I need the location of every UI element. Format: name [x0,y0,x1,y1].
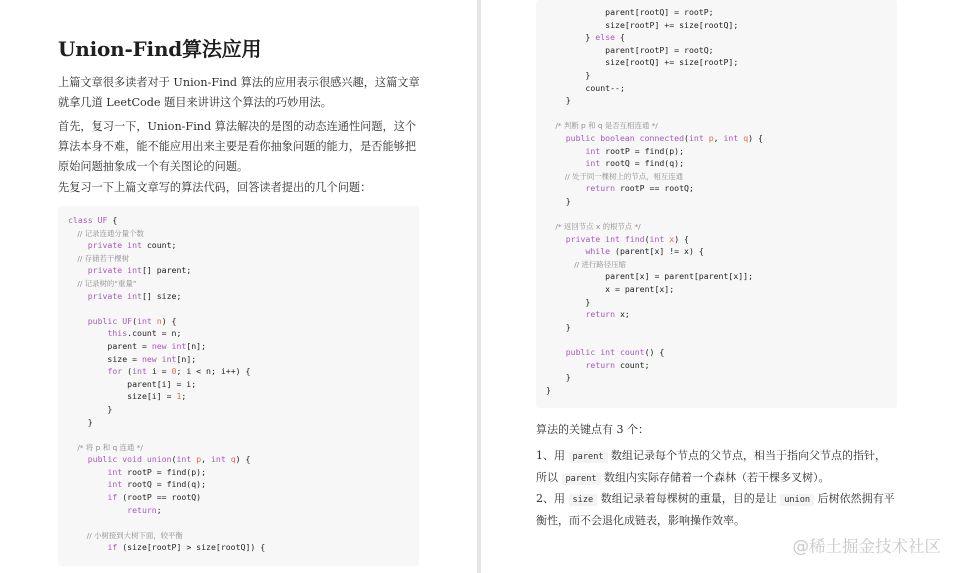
code-token: } [546,384,551,395]
code-token: count; [146,240,177,251]
code-token: n [156,315,162,326]
code-token: } [68,403,113,414]
inline-code-parent: parent [562,473,601,485]
code-token: // 记录连通分量个数 [68,228,144,238]
code-token: int [171,340,187,351]
code-line [546,145,763,158]
code-token: int [127,265,142,276]
code-token: else [595,32,620,43]
code-line [546,371,763,384]
code-token: x; [619,309,630,320]
code-token: } [68,416,93,427]
code-token: rootQ = find(q); [127,479,207,490]
code-line [546,208,763,221]
code-token: ) { [674,233,689,244]
code-token: q [743,132,749,143]
code-line [68,491,265,504]
code-token: [] parent; [141,265,192,276]
code-token: size = [68,353,142,364]
code-token: ( [127,366,133,377]
code-lines [546,6,763,396]
code-token: int [585,158,606,169]
inline-code-union: union [780,494,814,506]
code-token: new [141,353,162,364]
code-token: ) { [161,315,177,326]
code-token: } [546,95,571,106]
code-token: int [649,233,670,244]
code-line [546,308,763,321]
code-block-right [536,0,897,408]
key-point-2-suffix: 后树依然拥有平衡性，而不会退化成链表，影响操作效率。 [536,492,895,527]
code-token: } [546,296,591,307]
code-line [546,359,763,372]
key-point-1-middle: 数组记录每个节点的父节点，相当于指向父节点的指针，所以 [536,449,887,484]
key-point-2-prefix: 2、用 [536,492,569,505]
code-line [546,82,763,95]
code-token: q [230,454,236,465]
code-token [68,542,107,552]
code-lines [68,214,265,554]
code-token: public [87,315,123,326]
code-token: ( [132,315,138,326]
code-token [68,316,88,326]
code-token: 0 [171,366,177,377]
code-line [68,403,265,416]
code-token: UF [97,215,108,225]
code-line [546,220,763,233]
code-line [68,252,265,265]
code-token: if [107,492,123,503]
code-token: rootP = find(p); [127,466,207,477]
code-token: p [196,454,202,465]
code-line [546,132,763,145]
code-token: i = [151,366,172,377]
code-token [68,479,107,489]
code-token: int [132,366,152,377]
code-token: parent[x] = parent[parent[x]]; [546,271,754,282]
code-line [68,365,265,378]
code-token: .count = n; [127,328,182,339]
code-token: count; [619,359,650,370]
intro-paragraph: 上篇文章很多读者对于 Union-Find 算法的应用表示很感兴趣，这篇文章就拿几道 LeetCode 题目来讲讲这个算法的巧妙用法。 [58,76,420,109]
left-page [0,0,477,573]
code-token: union [146,454,172,465]
code-line [546,182,763,195]
code-token: x = parent[x]; [546,284,675,295]
code-line [68,340,265,353]
code-token: , [713,132,724,143]
code-token: if [107,542,123,553]
inline-code-parent: parent [569,451,608,463]
key-point-2-middle: 数组记录着每棵树的重量，目的是让 [597,492,781,505]
code-line [546,94,763,107]
code-line [546,195,763,208]
code-line [546,69,763,82]
code-line [546,384,763,397]
code-token [68,454,88,464]
code-token: // 小树接到大树下面，较平衡 [68,530,183,540]
code-token: int [688,132,709,143]
code-token: return [585,359,620,370]
code-line [68,214,265,227]
code-token: parent[i] = i; [68,378,197,389]
code-token [546,234,566,244]
code-line [68,327,265,340]
code-token: // 进行路径压缩 [546,259,626,269]
code-token: int [211,454,231,465]
code-token: boolean [600,132,640,143]
code-line [68,302,265,315]
code-token: connected [639,132,685,143]
code-lead-paragraph: 先复习一下上篇文章写的算法代码，回答读者提出的几个问题： [58,181,372,194]
code-token: class [68,215,98,225]
code-line [546,283,763,296]
code-token: int [107,479,128,490]
code-token: int [127,240,147,251]
code-token: public [565,347,601,358]
code-line [546,157,763,170]
code-token: } [546,321,571,332]
code-line [546,119,763,132]
code-token: { [619,32,625,43]
code-token: int [127,290,142,301]
code-token: int [107,466,128,477]
code-token: private [565,233,606,244]
code-line [68,416,265,429]
key-point-1-prefix: 1、用 [536,449,569,462]
code-token [68,328,107,338]
watermark [793,533,942,557]
key-point-1 [536,446,896,489]
code-line [68,428,265,441]
code-token: private [87,290,128,301]
code-token: x [669,233,675,244]
review-paragraph: 首先，复习一下，Union-Find 算法解决的是图的动态连通性问题，这个算法本身不难，能不能应用出来主要是看你抽象问题的能力，是否能够把原始问题抽象成一个有关图论的问题。 [58,120,417,173]
code-line [68,478,265,491]
code-line [68,264,265,277]
code-token [68,240,88,250]
code-line [546,296,763,309]
code-line [68,516,265,529]
code-token [68,467,107,477]
code-line [546,56,763,69]
code-token: int [161,353,177,364]
code-token: parent[rootP] = rootQ; [546,44,714,55]
code-line [546,19,763,32]
code-token: while [585,246,616,257]
code-line [546,258,763,271]
code-line [546,44,763,57]
code-token [546,183,585,193]
code-token [68,505,127,515]
code-token: rootQ = find(q); [605,158,685,169]
code-token: count--; [546,82,625,93]
code-token: // 处于同一棵树上的节点，相互连通 [546,171,683,181]
code-token: , [201,454,211,465]
code-line [68,541,265,554]
code-token: p [708,132,714,143]
code-token: private [87,240,128,251]
code-token: parent[rootQ] = rootP; [546,7,714,17]
code-token: // 存储若干棵树 [68,253,130,263]
code-token: void [122,454,147,465]
code-token: } [546,372,571,383]
code-line [68,529,265,542]
code-token: ) { [235,454,251,465]
code-line [68,239,265,252]
code-token: // 记录树的“重量” [68,278,137,288]
inline-code-size: size [569,494,598,506]
code-line [546,333,763,346]
code-token: size[rootQ] += size[rootP]; [546,57,739,68]
code-line [546,346,763,359]
code-token [546,360,585,370]
code-token: } [546,32,596,43]
key-point-2 [536,489,896,530]
code-line [68,227,265,240]
code-token: find [624,233,645,244]
code-token: public [87,454,123,465]
code-token: /* 将 p 和 q 连通 */ [68,442,143,452]
code-token: parent = [68,340,152,351]
code-token: int [137,315,157,326]
key-point-1-suffix: 数组内实际存储着一个森林（若干棵多叉树）。 [600,470,830,484]
code-token: this [107,328,128,339]
code-token: for [107,366,128,377]
code-token: (parent[x] != x) { [615,246,704,257]
code-line [546,270,763,283]
code-token: public [565,132,601,143]
code-token: private [87,265,128,276]
code-token: int [605,233,625,244]
code-line [68,504,265,517]
code-token: /* 返回节点 x 的根节点 */ [546,222,641,232]
code-line [68,453,265,466]
code-token: return [585,309,620,320]
code-token: } [546,195,571,206]
code-token: return [127,504,157,515]
code-token: ; i < n; i++) { [176,366,251,377]
code-token: { [107,215,118,225]
code-token: rootP == rootQ; [619,183,694,194]
code-line [68,290,265,303]
code-line [546,31,763,44]
code-token: UF [122,315,133,326]
code-token: int [600,347,620,358]
code-token [546,246,585,256]
code-line [68,378,265,391]
code-token: int [585,145,606,156]
code-token: int [176,454,197,465]
code-token: (rootP == rootQ) [122,492,202,503]
code-token: /* 判断 p 和 q 是否互相连通 */ [546,121,658,131]
code-token: size[rootP] += size[rootQ]; [546,19,739,30]
code-token: () { [644,347,665,358]
code-token: ; [181,391,187,402]
code-token: size[i] = [68,391,177,402]
code-token [68,492,107,502]
code-token [68,366,107,376]
code-token [68,291,88,301]
code-token: } [546,69,591,80]
code-line [68,466,265,479]
code-token [546,309,585,319]
code-token: [] size; [141,290,182,301]
code-token: int [723,132,744,143]
code-line [68,353,265,366]
code-token: ( [171,454,177,465]
code-token: ( [684,132,689,143]
code-token: 1 [176,391,182,402]
code-line [546,233,763,246]
code-line [68,277,265,290]
code-line [546,245,763,258]
code-token: rootP = find(p); [605,145,685,156]
code-line [546,170,763,183]
code-token [546,347,566,357]
code-line [68,390,265,403]
code-token: ( [644,233,650,244]
key-points-intro: 算法的关键点有 3 个： [536,423,649,436]
article-title: Union-Find算法应用 [58,37,262,61]
watermark-text: @稀土掘金技术社区 [792,537,941,556]
code-token [546,133,566,143]
code-token: return [585,183,620,194]
code-line [546,6,763,19]
code-token: (size[rootP] > size[rootQ]) { [122,542,266,553]
code-token [68,265,88,275]
code-token [546,158,585,168]
code-token: ; [156,504,162,515]
code-line [68,441,265,454]
code-token: count [619,347,645,358]
code-block-left [58,206,419,566]
code-token: [n]; [176,353,197,364]
code-token: ) { [748,132,763,143]
code-line [68,315,265,328]
code-token: [n]; [186,340,207,351]
code-token [546,146,585,156]
code-token: new [151,340,172,351]
code-line [546,107,763,120]
code-line [546,321,763,334]
